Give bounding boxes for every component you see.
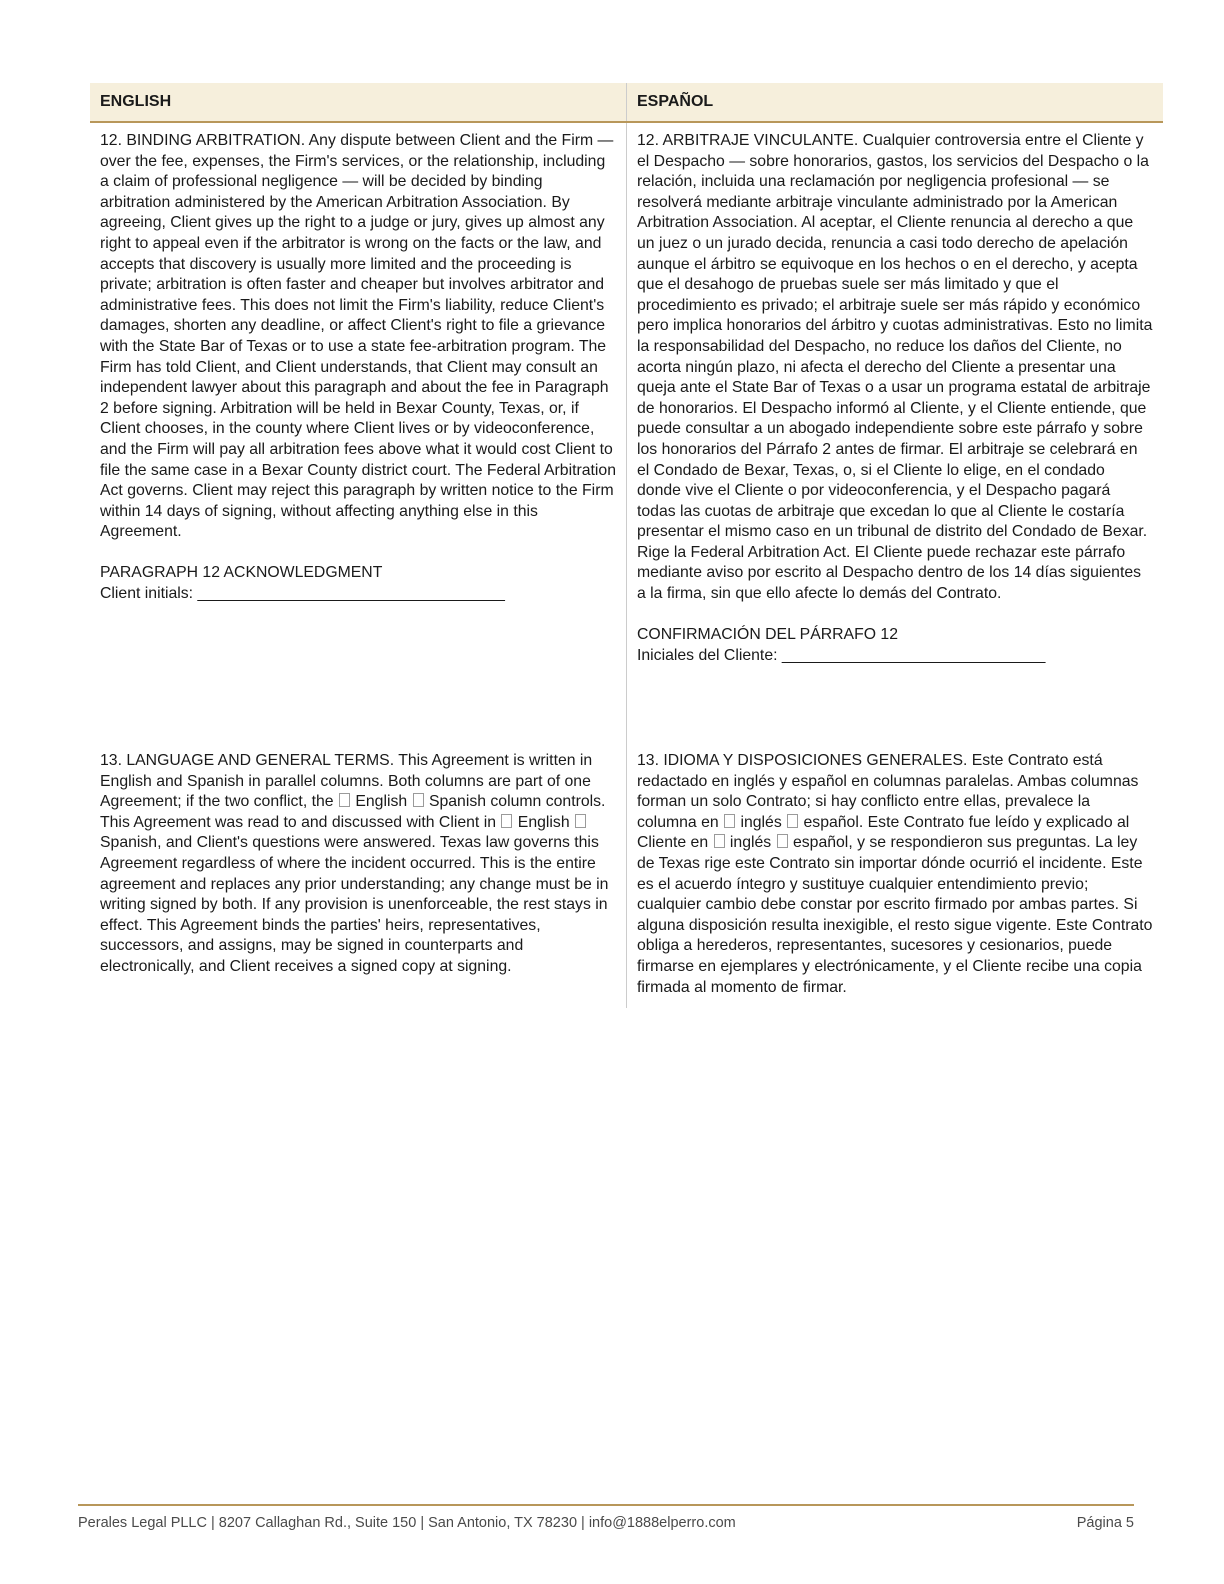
client-initials-line[interactable]: Iniciales del Cliente: ______________________________ xyxy=(637,646,1046,664)
bilingual-agreement-table xyxy=(90,83,1163,1008)
cell-english-13 xyxy=(90,737,627,1008)
paragraph-12-english: 12. BINDING ARBITRATION. Any dispute between Client and the Firm — over the fee, expenses, the Firm's services, or the relationship, including a claim of professional negligence — will be decided by binding arbitration administered by the American Arbitration Association. By agreeing, Client gives up the right to a judge or jury, gives up almost any right to appeal even if the arbitrator is wrong on the facts or the law, and accepts that discovery is usually more limited and the proceeding is private; arbitration is often faster and cheaper but involves arbitrator and administrative fees. This does not limit the Firm's liability, reduce Client's damages, shorten any deadline, or affect Client's right to file a grievance with the State Bar of Texas or to use a state fee-arbitration program. The Firm has told Client, and Client understands, that Client may consult an independent lawyer about this paragraph and about the fee in Paragraph 2 before signing. Arbitration will be held in Bexar County, Texas, or, if Client chooses, in the county where Client lives or by videoconference, and the Firm will pay all arbitration fees above what it would cost Client to file the same case in a Bexar County district court. The Federal Arbitration Act governs. Client may reject this paragraph by written notice to the Firm within 14 days of signing, without affecting anything else in this Agreement. xyxy=(100,132,616,541)
page-footer xyxy=(78,1515,1134,1531)
cell-spanish-12 xyxy=(627,122,1164,737)
paragraph-text: 13. IDIOMA Y DISPOSICIONES GENERALES. Este Contrato está redactado en inglés y español en columnas paralelas. Ambas columnas forman un solo Contrato; si hay conflicto entre ellas, prevalece la columna en xyxy=(637,752,1139,831)
english-option-checkbox[interactable] xyxy=(714,834,725,848)
acknowledgment-spanish xyxy=(637,625,1153,666)
paragraph-text: Spanish, and Client's questions were answered. Texas law governs this Agreement regardless of where the incident occurred. This is the entire agreement and replaces any prior understanding; any change must be in writing signed by both. If any provision is unenforceable, the rest stays in effect. This Agreement binds the parties' heirs, representatives, successors, and assigns, may be signed in counterparts and electronically, and Client receives a signed copy at signing. xyxy=(100,834,609,975)
english-option-checkbox[interactable] xyxy=(339,793,350,807)
cell-english-12 xyxy=(90,122,627,737)
header-spanish: ESPAÑOL xyxy=(627,83,1164,122)
table-row-paragraph-13 xyxy=(90,737,1163,1008)
english-option-checkbox[interactable] xyxy=(501,814,512,828)
table-header-row xyxy=(90,83,1163,122)
paragraph-text: español, y se respondieron sus preguntas. La ley de Texas rige este Contrato sin importar dónde ocurrió el incidente. Este es el acuerdo íntegro y sustituye cualquier entendimiento previo; cualquier cambio debe constar por escrito firmado por ambas partes. Si alguna disposición resulta inexigible, el resto sigue vigente. Este Contrato obliga a herederos, representantes, sucesores y cesionarios, puede firmarse en ejemplares y electrónicamente, y el Cliente recibe una copia firmada al momento de firmar. xyxy=(637,834,1153,996)
page-number: Página 5 xyxy=(1076,1515,1134,1531)
footer-firm-info: Perales Legal PLLC | 8207 Callaghan Rd., Suite 150 | San Antonio, TX 78230 | info@1888elperro.com xyxy=(78,1515,736,1531)
acknowledgment-english xyxy=(100,563,616,604)
spanish-option-checkbox[interactable] xyxy=(413,793,424,807)
acknowledgment-title: CONFIRMACIÓN DEL PÁRRAFO 12 xyxy=(637,626,898,644)
paragraph-12-spanish: 12. ARBITRAJE VINCULANTE. Cualquier controversia entre el Cliente y el Despacho — sobre honorarios, gastos, los servicios del Despacho o la relación, incluida una reclamación por negligencia profesional — se resolverá mediante arbitraje vinculante administrado por la American Arbitration Association. Al aceptar, el Cliente renuncia al derecho a que un juez o un jurado decida, renuncia a casi todo derecho de apelación aunque el árbitro se equivoque en los hechos o en el derecho, y acepta que el desahogo de pruebas suele ser más limitado y que el procedimiento es privado; el arbitraje suele ser más rápido y económico pero implica honorarios del árbitro y cuotas administrativas. Esto no limita la responsabilidad del Despacho, no reduce los daños del Cliente, no acorta ningún plazo, ni afecta el derecho del Cliente a presentar una queja ante el State Bar of Texas o a usar un programa estatal de arbitraje de honorarios. El Despacho informó al Cliente, y el Cliente entiende, que puede consultar a un abogado independiente sobre este párrafo y sobre los honorarios del Párrafo 2 antes de firmar. El arbitraje se celebrará en el Condado de Bexar, Texas, o, si el Cliente lo elige, en el condado donde vive el Cliente o por videoconferencia, y el Despacho pagará todas las cuotas de arbitraje que excedan lo que al Cliente le costaría presentar el mismo caso en un tribunal de distrito del Condado de Bexar. Rige la Federal Arbitration Act. El Cliente puede rechazar este párrafo mediante aviso por escrito al Despacho dentro de los 14 días siguientes a la firma, sin que ello afecte lo demás del Contrato. xyxy=(637,132,1153,603)
option-label: inglés xyxy=(729,834,772,852)
paragraph-text: Spanish column controls. This Agreement was read to and discussed with Client in xyxy=(100,793,606,831)
cell-spanish-13 xyxy=(627,737,1164,1008)
option-label: English xyxy=(517,813,570,831)
spanish-option-checkbox[interactable] xyxy=(787,814,798,828)
header-english: ENGLISH xyxy=(90,83,627,122)
table-row-paragraph-12 xyxy=(90,122,1163,737)
spanish-option-checkbox[interactable] xyxy=(575,814,586,828)
paragraph-text: español. Este Contrato fue leído y explicado al Cliente en xyxy=(637,813,1130,852)
footer-divider xyxy=(78,1504,1134,1506)
english-option-checkbox[interactable] xyxy=(724,814,735,828)
paragraph-13-spanish xyxy=(637,751,1153,998)
acknowledgment-title: PARAGRAPH 12 ACKNOWLEDGMENT xyxy=(100,564,383,582)
option-label: inglés xyxy=(740,813,782,831)
paragraph-text: 13. LANGUAGE AND GENERAL TERMS. This Agreement is written in English and Spanish in parallel columns. Both columns are part of one Agreement; if the two conflict, the xyxy=(100,752,593,811)
client-initials-line[interactable]: Client initials: ___________________________________ xyxy=(100,585,505,603)
option-label: English xyxy=(355,793,408,811)
spanish-option-checkbox[interactable] xyxy=(777,834,788,848)
paragraph-13-english xyxy=(100,751,616,978)
